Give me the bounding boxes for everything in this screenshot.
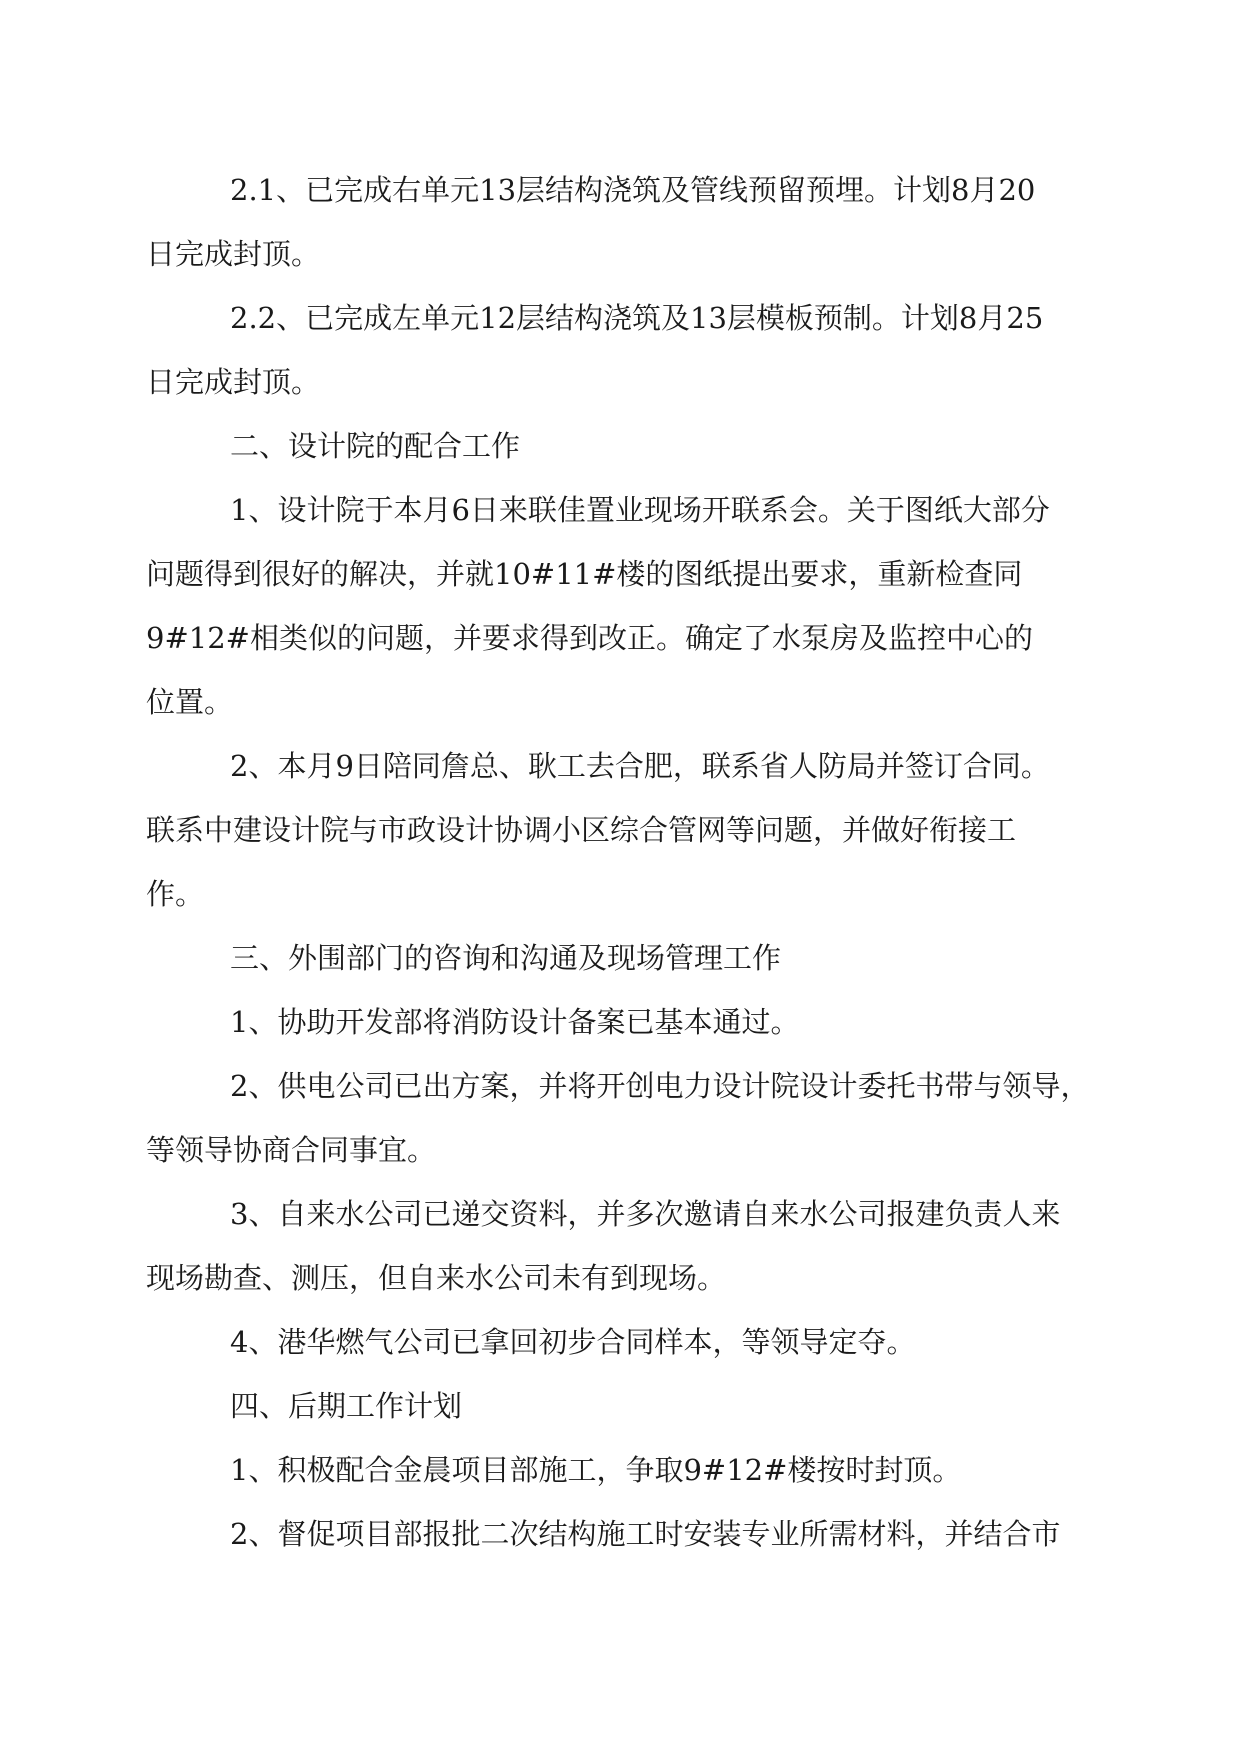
paragraph (146, 158, 1068, 286)
text-line: 日完成封顶。 (146, 365, 321, 399)
text-line: 问题得到很好的解决，并就10#11#楼的图纸提出要求，重新检查同 (146, 557, 1023, 591)
text-line: 2、督促项目部报批二次结构施工时安装专业所需材料，并结合市 (230, 1517, 1061, 1551)
text-line: 二、设计院的配合工作 (230, 429, 521, 463)
text-line: 等领导协商合同事宜。 (146, 1133, 437, 1167)
section-heading (188, 926, 1068, 990)
text-line: 3、自来水公司已递交资料，并多次邀请自来水公司报建负责人来 (230, 1197, 1061, 1231)
paragraph (146, 478, 1068, 734)
text-line: 三、外围部门的咨询和沟通及现场管理工作 (230, 941, 782, 975)
text-line: 四、后期工作计划 (230, 1389, 463, 1423)
section-heading (188, 414, 1068, 478)
text-line: 1、设计院于本月6日来联佳置业现场开联系会。关于图纸大部分 (230, 493, 1050, 527)
paragraph (188, 1438, 1068, 1502)
text-line: 2.1、已完成右单元13层结构浇筑及管线预留预埋。计划8月20 (230, 173, 1036, 207)
paragraph (188, 990, 1068, 1054)
paragraph (146, 1182, 1068, 1310)
text-line: 2.2、已完成左单元12层结构浇筑及13层模板预制。计划8月25 (230, 301, 1044, 335)
text-line: 位置。 (146, 685, 234, 719)
text-line: 联系中建设计院与市政设计协调小区综合管网等问题，并做好衔接工 (146, 813, 1017, 847)
text-line: 9#12#相类似的问题，并要求得到改正。确定了水泵房及监控中心的 (146, 621, 1033, 655)
paragraph (146, 286, 1068, 414)
paragraph (146, 1054, 1090, 1182)
text-line: 作。 (146, 877, 205, 911)
paragraph (146, 734, 1068, 926)
text-line: 日完成封顶。 (146, 237, 321, 271)
section-heading (188, 1374, 1068, 1438)
paragraph (188, 1310, 1068, 1374)
text-line: 2、本月9日陪同詹总、耿工去合肥，联系省人防局并签订合同。 (230, 749, 1050, 783)
text-line: 1、积极配合金晨项目部施工，争取9#12#楼按时封顶。 (230, 1453, 962, 1487)
paragraph (188, 1502, 1068, 1566)
document-body (146, 158, 1090, 1566)
text-line: 现场勘查、测压，但自来水公司未有到现场。 (146, 1261, 727, 1295)
text-line: 4、港华燃气公司已拿回初步合同样本，等领导定夺。 (230, 1325, 916, 1359)
text-line: 2、供电公司已出方案，并将开创电力设计院设计委托书带与领导， (230, 1069, 1090, 1103)
text-line: 1、协助开发部将消防设计备案已基本通过。 (230, 1005, 800, 1039)
